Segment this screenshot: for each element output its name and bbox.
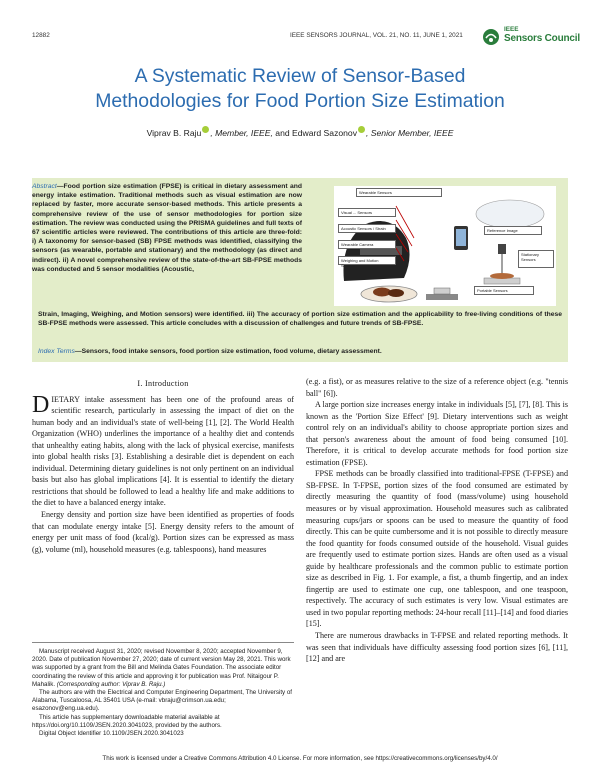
author-2: and Edward Sazonov	[272, 128, 358, 138]
sensors-council-logo-icon	[482, 28, 500, 46]
ieee-sensors-council-logo	[482, 26, 600, 50]
corresponding-author: (Corresponding author: Viprav B. Raju.)	[55, 680, 166, 688]
journal-citation: IEEE SENSORS JOURNAL, VOL. 21, NO. 11, JUNE 1, 2021	[290, 32, 463, 39]
title-line-1: A Systematic Review of Sensor-Based	[134, 65, 466, 87]
author-2-role: , Senior Member, IEEE	[366, 128, 454, 138]
footnote-doi: Digital Object Identifier 10.1109/JSEN.2020.3041023	[39, 730, 184, 738]
footnote-manuscript	[32, 648, 294, 689]
abstract-body-a: —Food portion size estimation (FPSE) is critical in dietary assessment and energy intake estimation. Traditional methods such as visual estimation are now replaced by faster, more accurate sensor-based methods. This article presents a comprehensive review of the use of sensor methodologies for portion size estimation. The review was conducted using the PRISMA guidelines and full texts of 67 scientific articles were reviewed. The contributions of this article are three-fold: i) A taxonomy for sensor-based (SB) FPSE methods was identified, classifying the sensors (as wearable, portable and stationary) and the methodology (as direct and indirect). ii) A novel comprehensive review of the state-of-the-art SB-FPSE methods was conducted and 5 sensor modalities (Acoustic,	[32, 183, 302, 273]
logo-council-text: Sensors Council	[504, 33, 580, 44]
figure-label-visual: Visual ... Sensors	[338, 208, 396, 217]
figure-label-reference: Reference Image	[484, 226, 542, 235]
footnote-supplementary: This article has supplementary downloadable material available at https://doi.org/10.1109/JSEN.2020.3041023, provided by the authors.	[32, 713, 222, 729]
running-header	[32, 26, 580, 48]
index-terms-body: —Sensors, food intake sensors, food portion size estimation, food volume, dietary assessment.	[74, 348, 382, 355]
title-line-2: Methodologies for Food Portion Size Estimation	[95, 90, 505, 112]
abstract-label: Abstract	[32, 183, 57, 190]
figure-label-acoustic: Acoustic Sensors / Strain	[338, 224, 396, 233]
figure-label-wearable: Wearable Sensors	[356, 188, 442, 197]
footnote-manuscript-text: Manuscript received August 31, 2020; revised November 8, 2020; accepted November 9, 2020. Date of publication November 27, 2020; date of current version May 28, 2021. This work was supported by a grant from the Bill and Melinda Gates Foundation. The associate editor coordinating the review of this article and approving it for publication was Prof. Nitaigour P. Mahalik.	[32, 648, 291, 688]
intro-paragraph-1	[32, 391, 294, 509]
intro-paragraph-2: Energy density and portion size have been identified as properties of foods that can modulate energy intake [5]. Energy density refers to the amount of energy per unit mass of food (kcal/g). Portion sizes can be expressed as mass (g), volume (ml), household measures (e.g. tablespoons), hand measures	[32, 510, 294, 554]
drop-cap: D	[32, 391, 50, 418]
index-terms-label: Index Terms	[38, 348, 75, 355]
right-paragraph-1: A large portion size increases energy intake in individuals [5], [7], [8]. This is known as the 'Portion Size Effect' [9]. Dietary interventions such as weight control rely on an individual's ability to choose appropriate portion sizes and that person's awareness about the amount of food being consumed [10]. Therefore, it is critical to develop accurate methods for food portion size estimation (FPSE).	[306, 400, 568, 467]
right-paragraph-3: There are numerous drawbacks in T-FPSE and related reporting methods. It was seen that individuals have difficulty assessing food portion sizes [6], [11], [12] and are	[306, 631, 568, 664]
footnote-affiliation: The authors are with the Electrical and Computer Engineering Department, The University of Alabama, Tuscaloosa, AL 35401 USA (e-mail: vbraju@crimson.ua.edu; esazonov@eng.ua.edu).	[32, 689, 293, 713]
left-column	[32, 376, 294, 555]
page-number: 12882	[32, 32, 50, 39]
abstract-text-column	[32, 182, 302, 274]
orcid-icon[interactable]	[358, 126, 365, 133]
right-paragraph-0: (e.g. a fist), or as measures relative to the size of a reference object (e.g. "tennis ball" [6]).	[306, 377, 568, 398]
section-heading: I. Introduction	[137, 379, 189, 388]
author-1: Viprav B. Raju	[146, 128, 202, 138]
figure-label-weighing: Weighing and Motion Sensors	[338, 256, 396, 265]
figure-label-stationary: Stationary Sensors	[518, 250, 554, 268]
author-line	[20, 126, 580, 138]
footnotes	[32, 642, 294, 738]
right-paragraph-2: FPSE methods can be broadly classified into traditional-FPSE (T-FPSE) and SB-FPSE. In T-FPSE, portion sizes of the food consumed are estimated by directly measuring the quantity of food (mass/volume) using household measures or by visual approximation. Household measures such as calibrated measuring cups/jars or spoons can be used to measure the quantity of food directly. This can be quite cumbersome and it is not possible to directly measure the food quantity for foods consumed outside of the household. Visual guides are frequently used to estimate portion sizes. Hands are often used as a visual guide by healthcare professionals and the common public to estimate portion size as described in Fig. 1. For example, a fist, a thumb fingertip, and an index fingertip are used to estimate one cup, one tablespoon, and one teaspoon, respectively. The accuracy of such estimates is very low. Visual estimates are used in two popular reporting methods: 24-hour recall [11]–[14] and food diaries [15].	[306, 469, 569, 629]
figure-label-portable: Portable Sensors	[474, 286, 534, 295]
graphical-abstract-figure	[334, 186, 556, 306]
figure-label-wearable-camera: Wearable Camera	[338, 240, 396, 249]
abstract-text-wide: Strain, Imaging, Weighing, and Motion sensors) were identified. iii) The accuracy of portion size estimation and the applicability to free-living conditions of these SB-FPSE methods were assessed. This article concludes with a discussion of challenges and future trends of SB-FPSE.	[38, 311, 562, 328]
author-1-role: , Member, IEEE,	[210, 128, 273, 138]
right-column	[306, 376, 568, 665]
index-terms	[38, 347, 562, 356]
paper-title	[20, 64, 580, 114]
intro-paragraph-1-text: IETARY intake assessment has been one of the profound areas of scientific research, particularly in assessing the impact of diet on the human body and an individual's state of well-being [1], [2]. The World Health Organization (WHO) underlines the importance of a healthy diet and contends that unhealthy eating habits, along with the lack of physical exercise, manifests into global health risks [3]. Establishing a desirable diet is dependent on each individual. Determining dietary guidelines is not only pertinent on an individual basis but also has global implications [4]. It is essential to identify the dietary restrictions that should be followed to lead a healthy life and make additions to the diet to have a balanced energy intake.	[32, 394, 294, 508]
logo-ieee-text: IEEE	[504, 26, 519, 33]
license-footer: This work is licensed under a Creative Commons Attribution 4.0 License. For more information, see https://creativecommons.org/licenses/by/4.0/	[102, 755, 498, 762]
orcid-icon[interactable]	[202, 126, 209, 133]
